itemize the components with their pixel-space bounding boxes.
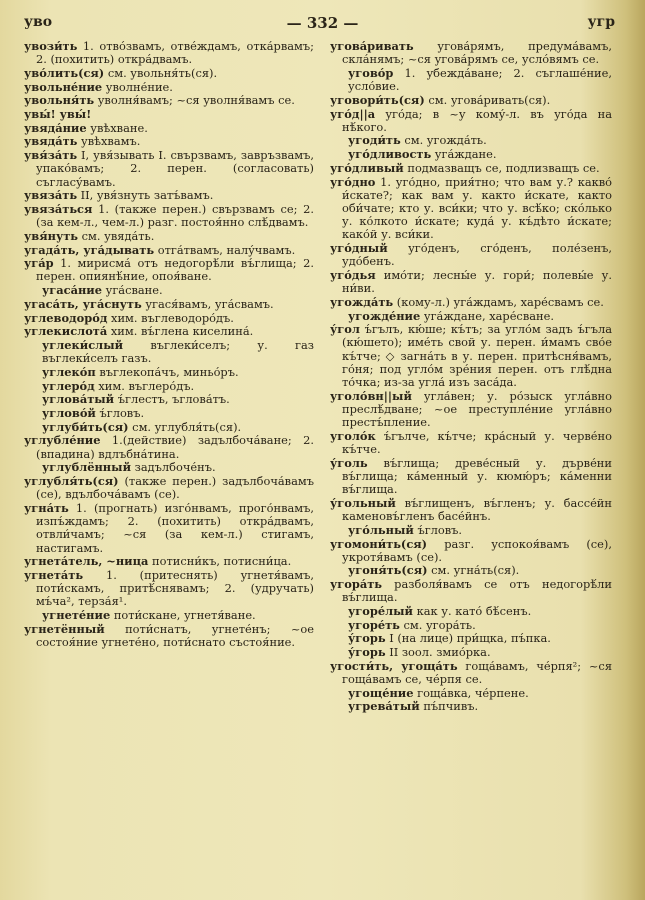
dictionary-entry: [330, 323, 612, 389]
entry-headword: угожда́ть: [330, 294, 394, 309]
entry-headword: угада́ть, уга́дывать: [24, 242, 155, 257]
dictionary-entry: [330, 660, 612, 686]
dictionary-entry: [24, 461, 314, 474]
entry-definition: отга́твамъ, налу́чвамъ.: [154, 242, 296, 257]
entry-headword: угости́ть, угоща́ть: [330, 658, 458, 673]
dictionary-entry: [24, 502, 314, 555]
entry-headword: угово́р: [348, 65, 394, 80]
page-header: [20, 10, 625, 34]
entry-definition: см. увяда́ть.: [78, 228, 155, 243]
dictionary-entry: [24, 135, 314, 148]
entry-headword: увя́нуть: [24, 228, 79, 243]
entry-definition: 1.(действие) задълбоча́ване; 2. (впадина) вдлъбна́тина.: [36, 433, 314, 461]
entry-definition: задълбоче́нъ.: [131, 460, 216, 475]
entry-headword: уго́льный: [348, 522, 414, 537]
dictionary-entry: [330, 176, 612, 242]
entry-definition: пъ́пчивъ.: [419, 699, 479, 714]
entry-definition: см. угора́ть.: [399, 617, 476, 632]
entry-definition: уго́денъ, сго́денъ, поле́зенъ, удо́бенъ.: [342, 241, 612, 269]
dictionary-entry: [24, 257, 314, 283]
entry-definition: (также перен.) задълбоча́вамъ (се), вдълбоча́вамъ (се).: [36, 474, 314, 502]
dictionary-entry: [24, 434, 314, 460]
entry-headword: увози́ть: [24, 39, 78, 53]
dictionary-entry: [24, 312, 314, 325]
dictionary-entry: [330, 497, 612, 523]
entry-definition: въглеки́селъ; у. газ въглеки́селъ газъ.: [42, 337, 314, 366]
entry-definition: (кому-л.) уга́ждамъ, харе́свамъ се.: [393, 294, 604, 309]
entry-definition: въглекопа́чъ, миньо́ръ.: [95, 364, 239, 379]
page-number: — 332 —: [286, 14, 359, 32]
entry-headword: увяда́ть: [24, 134, 78, 149]
dictionary-entry: [330, 578, 612, 604]
entry-definition: 1. уго́дно, прия́тно; что вам у.? какво́ и́скате?; как вам у. както и́скате, както оби́чате; кто у. вси́ки; что у. всѣ́ко; ско́лько у. ко́лкото и́скате; куда́ у. къ́дѣто и́скате; како́й у. вси́ки.: [342, 174, 612, 242]
entry-headword: угоре́ть: [348, 617, 400, 632]
dictionary-entry: [330, 524, 612, 537]
dictionary-entry: [330, 296, 612, 309]
dictionary-entry: [330, 538, 612, 564]
entry-headword: угаса́ние: [42, 283, 103, 298]
entry-headword: увяза́ться: [24, 201, 93, 216]
entry-definition: II зоол. змио́рка.: [385, 645, 491, 660]
dictionary-entry: [330, 619, 612, 632]
entry-definition: ъ́гълче, къ́тче; кра́сный у. черве́но къ́тче.: [342, 428, 612, 457]
entry-definition: имо́ти; лесны́е у. гори́; полевы́е у. ни́ви.: [342, 267, 612, 296]
entry-headword: уго́дный: [330, 241, 388, 256]
entry-definition: угла́вен; у. ро́зыск угла́вно преслѣ́дване; ~ое преступле́ние угла́вно престъ́пление.: [342, 388, 612, 430]
entry-definition: подмазващъ се, подлизващъ се.: [403, 160, 600, 175]
dictionary-entry: [24, 623, 314, 649]
entry-definition: см. угожда́ть.: [400, 133, 487, 148]
entry-headword: углекислота́: [24, 324, 108, 339]
entry-headword: угнета́тель, ~ница: [24, 554, 149, 569]
entry-definition: 1. (прогнать) изго́нвамъ, прого́нвамъ, изпъ́ждамъ; 2. (похитить) откра́двамъ, отвли́чамъ; ~ся (за кем-л.) стигамъ, настигамъ.: [36, 500, 314, 555]
dictionary-entry: [330, 605, 612, 618]
entry-definition: I, увя́зывать I. свързвамъ, завръзвамъ, упако́вамъ; 2. перен. (согласовать) съгласу́вамъ.: [36, 148, 314, 189]
entry-definition: гоща́вка, че́рпене.: [413, 685, 529, 700]
entry-headword: уго́дно: [330, 174, 376, 189]
dictionary-entry: [24, 284, 314, 297]
entry-headword: угоре́лый: [348, 604, 413, 619]
dictionary-entry: [330, 646, 612, 659]
dictionary-entry: [330, 148, 612, 161]
entry-definition: 1. (также перен.) свързвамъ се; 2. (за кем-л., чем-л.) разг. постоя́нно слѣ́двамъ.: [36, 201, 314, 230]
entry-headword: углово́й: [42, 405, 96, 420]
entry-headword: углуби́ть(ся): [42, 419, 129, 434]
entry-headword: угнете́ние: [42, 608, 111, 623]
entry-definition: 1. (притеснять) угнетя́вамъ, поти́скамъ, притѣ́снявамъ; 2. (удручать) мъ́ча², терза́я¹.: [36, 567, 314, 609]
dictionary-entry: [330, 108, 612, 134]
entry-definition: I (на лице) при́щка, пъ́пка.: [385, 631, 551, 646]
entry-headword: угна́ть: [24, 500, 69, 515]
dictionary-entry: [24, 122, 314, 135]
entry-headword: угора́ть: [330, 577, 383, 592]
entry-definition: см. углубля́ть(ся).: [128, 419, 242, 434]
entry-headword: у́голь: [330, 455, 368, 470]
entry-headword: у́горь: [348, 645, 386, 660]
dictionary-entry: [24, 203, 314, 229]
dictionary-entry: [24, 421, 314, 434]
entry-headword: углубля́ть(ся): [24, 474, 119, 488]
entry-definition: уга́ждане, харе́сване.: [420, 308, 554, 323]
dictionary-entry: [24, 555, 314, 568]
entry-headword: углова́тый: [42, 392, 115, 407]
dictionary-entry: [330, 700, 612, 713]
entry-headword: увольне́ние: [24, 79, 103, 94]
entry-headword: угожде́ние: [348, 308, 421, 323]
entry-headword: уголо́к: [330, 428, 376, 443]
entry-headword: увя́за́ть: [24, 148, 78, 163]
entry-definition: хим. въ́глена киселина́.: [107, 324, 254, 339]
dictionary-entry: [24, 244, 314, 257]
entry-definition: как у. като́ бѣ́сенъ.: [412, 604, 532, 619]
dictionary-entry: [24, 67, 314, 80]
right-guide-word: угр: [587, 14, 615, 30]
entry-headword: у́гольный: [330, 495, 396, 510]
entry-definition: 1. отво́звамъ, отве́ждамъ, отка́рвамъ; 2. (похитить) откра́двамъ.: [36, 39, 314, 67]
entry-headword: уголо́вн||ый: [330, 388, 412, 403]
entry-headword: у́горь: [348, 631, 386, 646]
entry-definition: см. угова́ривать(ся).: [424, 92, 551, 107]
dictionary-entry: [330, 457, 612, 497]
dictionary-entry: [24, 393, 314, 406]
entry-definition: 1. убежда́ване; 2. съглаше́ние, усло́вие.: [348, 65, 612, 94]
entry-headword: угоня́ть(ся): [348, 563, 428, 578]
dictionary-entry: [24, 94, 314, 107]
dictionary-entry: [24, 149, 314, 189]
entry-headword: увы́! увы́!: [24, 107, 92, 122]
entry-definition: увѣхване.: [86, 120, 148, 135]
dictionary-entry: [330, 687, 612, 700]
entry-headword: уго́дья: [330, 267, 376, 282]
entry-definition: уго́да; в ~у кому́-л. въ уго́да на нѣ́кого.: [342, 106, 612, 134]
entry-headword: увольня́ть: [24, 93, 95, 108]
dictionary-entry: [330, 242, 612, 268]
entry-definition: II, увя́знуть затъ́вамъ.: [77, 188, 214, 203]
entry-headword: углубле́ние: [24, 433, 101, 448]
entry-definition: хим. въглеводоро́дъ.: [107, 310, 234, 325]
entry-headword: угоди́ть: [348, 133, 401, 148]
entry-headword: уга́р: [24, 256, 54, 271]
dictionary-entry: [24, 407, 314, 420]
left-guide-word: уво: [24, 14, 53, 30]
dictionary-entry: [330, 269, 612, 295]
entry-definition: уволня́вамъ; ~ся уволня́вамъ се.: [94, 93, 295, 108]
entry-definition: ъ́гловъ.: [95, 405, 145, 420]
dictionary-entry: [24, 366, 314, 379]
entry-definition: хим. въглеро́дъ.: [94, 378, 195, 393]
entry-definition: поти́скане, угнетя́ване.: [110, 608, 256, 623]
dictionary-entry: [24, 325, 314, 338]
entry-headword: угаса́ть, уга́снуть: [24, 296, 142, 311]
dictionary-entry: [330, 390, 612, 430]
entry-headword: увяда́ние: [24, 120, 87, 135]
right-column: [330, 40, 612, 714]
dictionary-entry: [330, 40, 612, 66]
entry-definition: ъ́гълъ, кю́ше; къ́тъ; за угло́м задъ ъ́гъла (кю́шето); име́ть свой у. перен. и́мамъ сво́е къ́тче; ◇ загна́ть в у. перен. притѣсня́вамъ, го́ня; под угло́м зре́ния перен. отъ глѣ́дна то́чка; из-за угла́ изъ заса́да.: [342, 322, 612, 390]
entry-headword: уво́лить(ся): [24, 65, 105, 80]
entry-definition: поти́снатъ, угнете́нъ; ~ое состоя́ние угнете́но, поти́снато състоя́ние.: [36, 621, 314, 649]
entry-definition: угова́рямъ, предума́вамъ, скла́нямъ; ~ся угова́рямъ се, усло́вямъ се.: [342, 39, 612, 67]
dictionary-entry: [330, 67, 612, 93]
entry-definition: угася́вамъ, уга́свамъ.: [141, 296, 274, 311]
entry-headword: уговори́ть(ся): [330, 92, 425, 107]
entry-definition: уга́ждане.: [431, 147, 497, 162]
entry-headword: уго́дливость: [348, 147, 432, 162]
dictionary-entry: [330, 94, 612, 107]
entry-definition: разг. успокоя́вамъ (се), укротя́вамъ (се).: [342, 536, 612, 564]
entry-definition: уга́сване.: [102, 283, 163, 298]
left-column: [24, 40, 314, 650]
dictionary-entry: [24, 339, 314, 365]
dictionary-entry: [330, 310, 612, 323]
entry-definition: разболя́вамъ се отъ недогорѣ́ли въ́глища.: [342, 577, 612, 605]
entry-definition: ъ́гловъ.: [413, 522, 463, 537]
dictionary-entry: [24, 609, 314, 622]
entry-definition: ъ́глестъ, ъглова́тъ.: [114, 392, 230, 407]
entry-definition: гоща́вамъ, че́рпя²; ~ся гоща́вамъ се, че́рпя се.: [342, 658, 612, 687]
dictionary-entry: [330, 162, 612, 175]
entry-headword: угова́ривать: [330, 39, 414, 53]
entry-headword: углеки́слый: [42, 337, 124, 352]
entry-headword: угнета́ть: [24, 567, 84, 582]
dictionary-entry: [330, 564, 612, 577]
entry-headword: угоще́ние: [348, 685, 414, 700]
entry-headword: угнетённый: [24, 621, 105, 636]
entry-definition: потисни́къ, потисни́ца.: [148, 554, 292, 569]
entry-definition: см. увольня́ть(ся).: [104, 65, 218, 80]
dictionary-entry: [24, 230, 314, 243]
entry-headword: углублённый: [42, 460, 132, 475]
dictionary-entry: [330, 134, 612, 147]
dictionary-entry: [24, 108, 314, 121]
dictionary-entry: [24, 81, 314, 94]
dictionary-entry: [24, 475, 314, 501]
dictionary-entry: [24, 380, 314, 393]
entry-headword: угомони́ть(ся): [330, 536, 428, 551]
entry-definition: 1. мирисма́ отъ недогорѣ́ли въ́глища; 2. перен. опиянѣ́ние, опоя́ване.: [36, 256, 314, 284]
dictionary-entry: [330, 430, 612, 456]
entry-definition: см. угна́ть(ся).: [427, 563, 520, 578]
entry-headword: уго́дливый: [330, 160, 404, 175]
entry-headword: увяза́ть: [24, 188, 78, 203]
entry-headword: углеко́п: [42, 364, 96, 379]
dictionary-entry: [330, 632, 612, 645]
entry-definition: въ́глищенъ, въ́гленъ; у. бассе́йн каменовъ́гленъ басе́йнъ.: [342, 495, 612, 524]
dictionary-entry: [24, 569, 314, 609]
dictionary-entry: [24, 40, 314, 66]
dictionary-entry: [24, 189, 314, 202]
entry-headword: у́гол: [330, 322, 360, 337]
dictionary-entry: [24, 298, 314, 311]
entry-headword: угрева́тый: [348, 699, 420, 714]
entry-headword: углеводоро́д: [24, 310, 108, 325]
entry-definition: уволне́ние.: [102, 79, 173, 94]
entry-headword: углеро́д: [42, 378, 95, 393]
entry-definition: въ́глища; древе́сный у. дърве́ни въ́глища; ка́менный у. кюмю́ръ; ка́менни въ́глища.: [342, 455, 612, 497]
entry-definition: увѣхвамъ.: [77, 134, 141, 149]
entry-headword: уго́д||а: [330, 106, 376, 121]
